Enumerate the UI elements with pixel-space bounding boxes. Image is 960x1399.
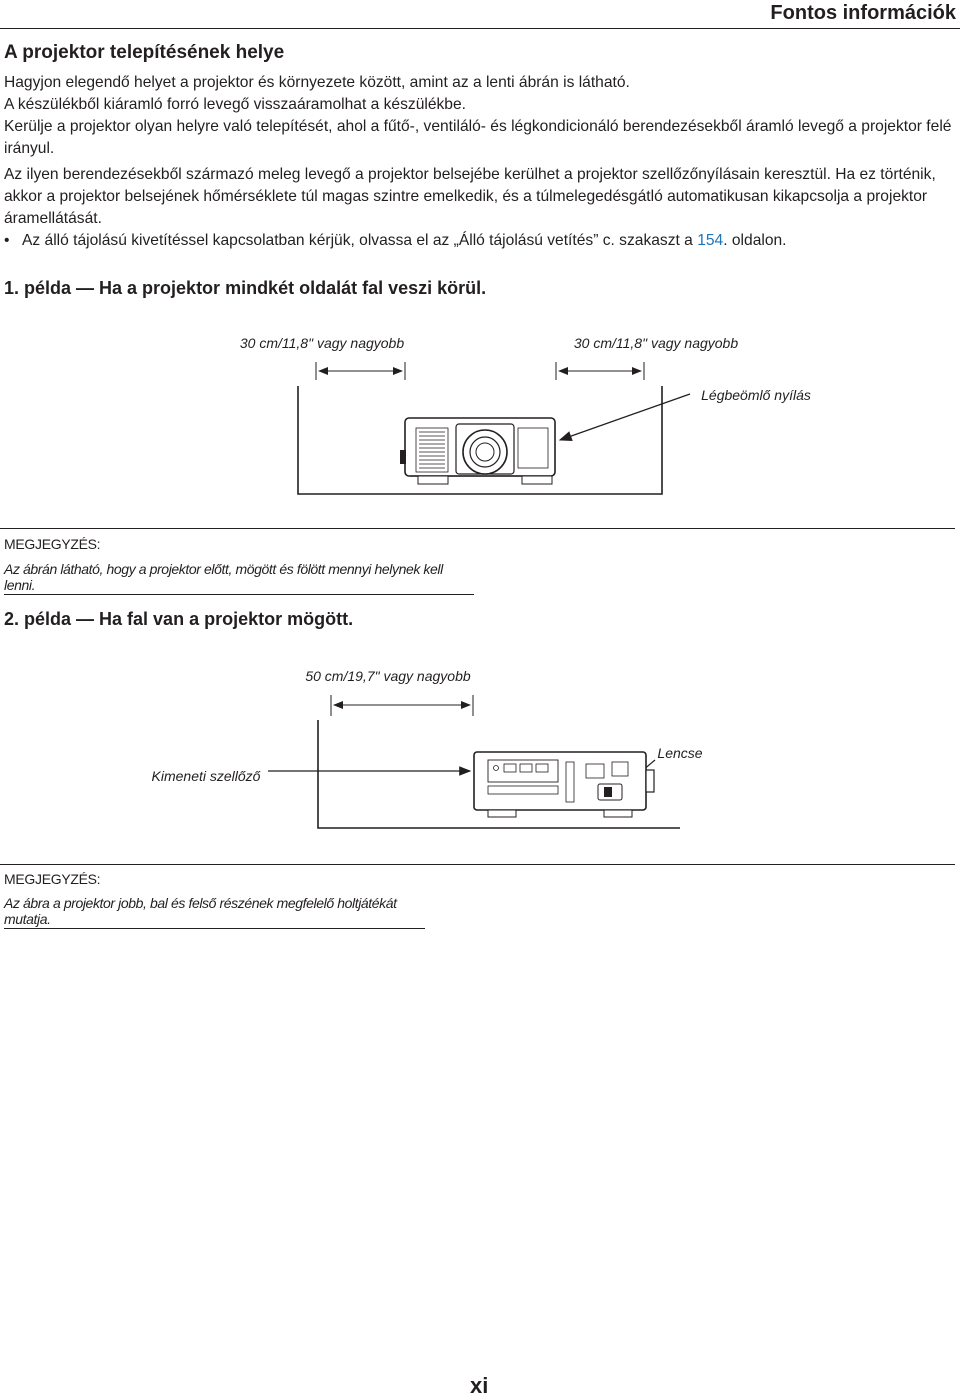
note1-heading: MEGJEGYZÉS: bbox=[4, 536, 101, 552]
example1-title: 1. példa — Ha a projektor mindkét oldalát fal veszi körül. bbox=[4, 278, 487, 298]
right-distance-label: 30 cm/11,8" vagy nagyobb bbox=[573, 335, 739, 351]
projector-side-icon bbox=[474, 752, 654, 817]
bullet-text-before: Az álló tájolású kivetítéssel kapcsolatban kérjük, olvassa el az „Álló tájolású vetítés” c. szakaszt a bbox=[22, 232, 698, 249]
bullet-text-after: . oldalon. bbox=[723, 232, 787, 249]
note2-text: Az ábra a projektor jobb, bal és felső részének megfelelő holtjátékát mutatja. bbox=[4, 895, 425, 929]
example2-title: 2. példa — Ha fal van a projektor mögött. bbox=[4, 609, 354, 629]
paragraph-avoid: Kerülje a projektor olyan helyre való telepítését, ahol a fűtő-, ventiláló- és légkondicionáló berendezésekből áramló levegő a projektor felé irányul. bbox=[4, 118, 952, 157]
paragraph-space: Hagyjon elegendő helyet a projektor és környezete között, amint az a lenti ábrán is látható. bbox=[4, 74, 630, 91]
left-distance-label: 30 cm/11,8" vagy nagyobb bbox=[239, 335, 405, 351]
page-link[interactable]: 154 bbox=[697, 232, 724, 249]
paragraph-hot-air: A készülékből kiáramló forró levegő visszaáramolhat a készülékbe. bbox=[4, 96, 466, 113]
air-inlet-label: Légbeömlő nyílás bbox=[701, 387, 811, 403]
note2-heading: MEGJEGYZÉS: bbox=[4, 871, 101, 887]
header-rule bbox=[0, 28, 960, 29]
bullet-symbol: • bbox=[4, 232, 10, 249]
section-title: A projektor telepítésének helye bbox=[4, 42, 285, 63]
bullet-item bbox=[4, 230, 956, 252]
example2-diagram bbox=[0, 660, 960, 835]
projector-front-icon bbox=[400, 418, 555, 484]
header-title: Fontos információk bbox=[770, 2, 956, 24]
paragraph-warm-air: Az ilyen berendezésekből származó meleg levegő a projektor belsejébe kerülhet a projektor szellőzőnyílásain keresztül. Ha ez történik, akkor a projektor belsejének hőmérséklete túl magas szintre emelkedik, és a túlmelegedésgátló automatikusan kikapcsolja a projektor áramellátását. bbox=[4, 166, 936, 227]
example1-diagram bbox=[0, 325, 960, 505]
inlet-pointer bbox=[560, 394, 690, 440]
note1-rule bbox=[0, 528, 955, 529]
exhaust-label: Kimeneti szellőző bbox=[151, 768, 261, 784]
note1-text: Az ábrán látható, hogy a projektor előtt, mögött és fölött mennyi helynek kell lenni. bbox=[4, 561, 474, 595]
lens-label: Lencse bbox=[657, 745, 703, 761]
page-number: xi bbox=[470, 1373, 489, 1398]
distance-label: 50 cm/19,7" vagy nagyobb bbox=[305, 668, 471, 684]
note2-rule bbox=[0, 864, 955, 865]
